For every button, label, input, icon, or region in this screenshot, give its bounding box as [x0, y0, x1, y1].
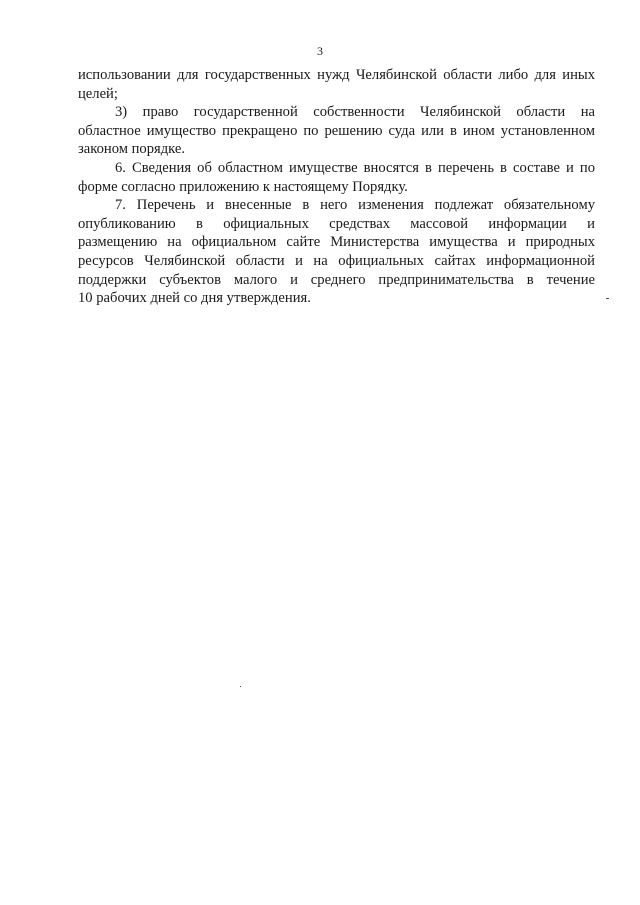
text-line: законом порядке.: [78, 141, 185, 158]
document-body: [78, 66, 595, 308]
text-line: 10 рабочих дней со дня утверждения.: [78, 290, 311, 307]
scan-artifact: [240, 686, 241, 687]
text-line: 3) право государственной собственности Челябинской области на: [115, 104, 595, 121]
text-line: ресурсов Челябинской области и на официальных сайтах информационной: [78, 252, 595, 269]
text-line: использовании для государственных нужд Челябинской области либо для иных: [78, 67, 595, 83]
text-line: форме согласно приложению к настоящему Порядку.: [78, 178, 408, 195]
text-line: целей;: [78, 85, 118, 102]
page-number: 3: [317, 44, 323, 58]
text-line: областное имущество прекращено по решению суда или в ином установленном: [78, 122, 595, 139]
text-line: поддержки субъектов малого и среднего предпринимательства в течение: [78, 271, 595, 288]
text-line: размещению на официальном сайте Министерства имущества и природных: [78, 234, 595, 251]
scan-artifact: [606, 298, 609, 299]
text-line: 7. Перечень и внесенные в него изменения подлежат обязательному: [115, 197, 595, 214]
text-line: 6. Сведения об областном имуществе вносятся в перечень в составе и по: [115, 159, 595, 176]
text-line: опубликованию в официальных средствах массовой информации и: [78, 215, 595, 232]
